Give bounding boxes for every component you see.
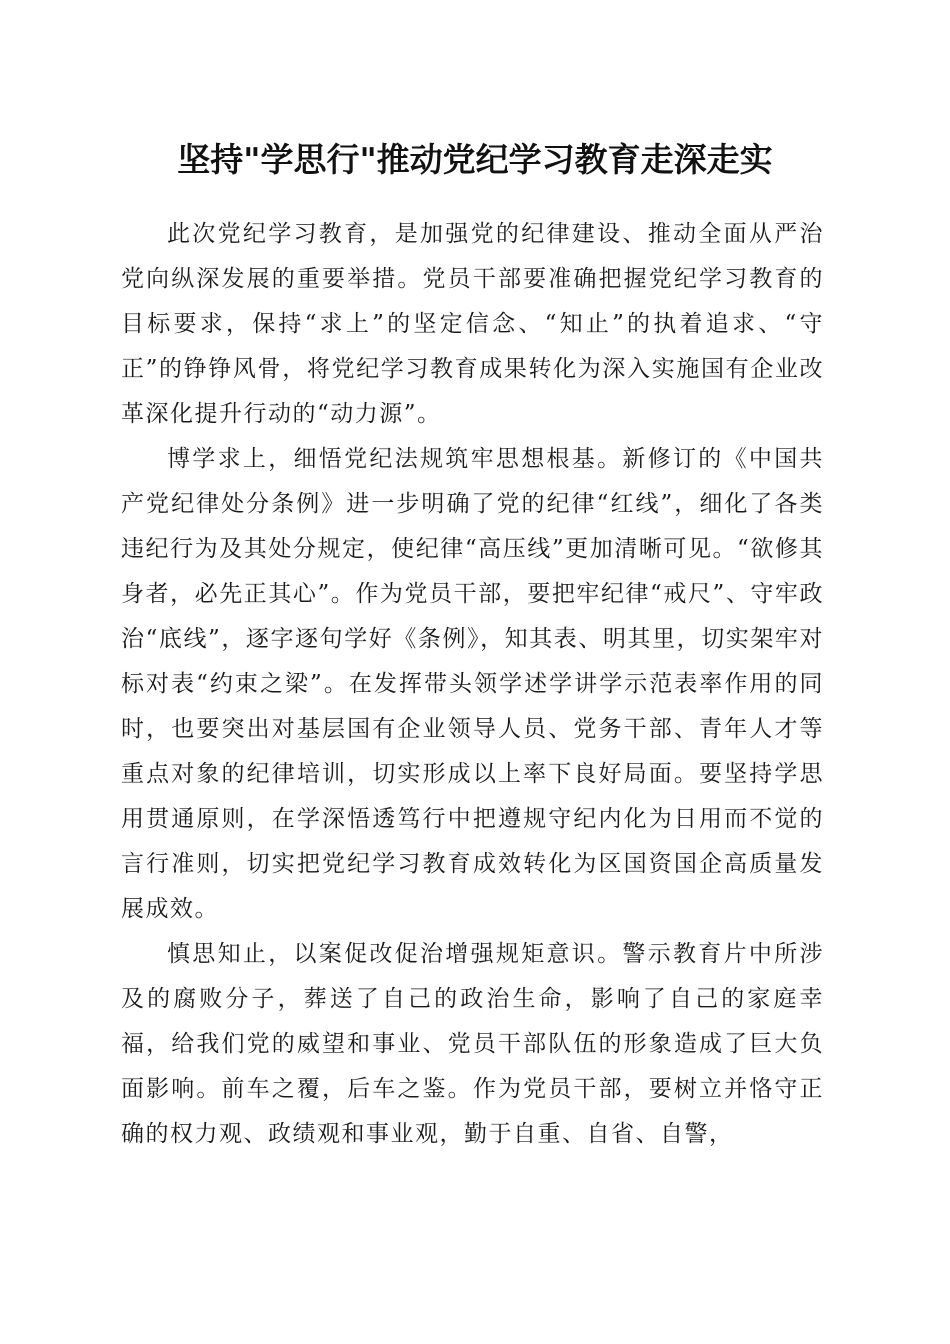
paragraph-intro: 此次党纪学习教育，是加强党的纪律建设、推动全面从严治党向纵深发展的重要举措。党员干部要准确把握党纪学习教育的目标要求，保持“求上”的坚定信念、“知止”的执着追求、“守正”的铮铮风骨，将党纪学习教育成果转化为深入实施国有企业改革深化提升行动的“动力源”。	[121, 221, 824, 427]
paragraph-shensi-zhizhi: 慎思知止，以案促改促治增强规矩意识。警示教育片中所涉及的腐败分子，葬送了自己的政治生命，影响了自己的家庭幸福，给我们党的威望和事业、党员干部队伍的形象造成了巨大负面影响。前车之覆，后车之鉴。作为党员干部，要树立并恪守正确的权力观、政绩观和事业观，勤于自重、自省、自警，	[121, 941, 824, 1147]
document-title: 坚持"学思行"推动党纪学习教育走深走实	[177, 140, 773, 179]
paragraph-boxue-qiushang: 博学求上，细悟党纪法规筑牢思想根基。新修订的《中国共产党纪律处分条例》进一步明确了党的纪律“红线”，细化了各类违纪行为及其处分规定，使纪律“高压线”更加清晰可见。“欲修其身者，必先正其心”。作为党员干部，要把牢纪律“戒尺”、守牢政治“底线”，逐字逐句学好《条例》，知其表、明其里，切实架牢对标对表“约束之梁”。在发挥带头领学述学讲学示范表率作用的同时，也要突出对基层国有企业领导人员、党务干部、青年人才等重点对象的纪律培训，切实形成以上率下良好局面。要坚持学思用贯通原则，在学深悟透笃行中把遵规守纪内化为日用而不觉的言行准则，切实把党纪学习教育成效转化为区国资国企高质量发展成效。	[121, 446, 824, 922]
document-body	[121, 212, 824, 1157]
